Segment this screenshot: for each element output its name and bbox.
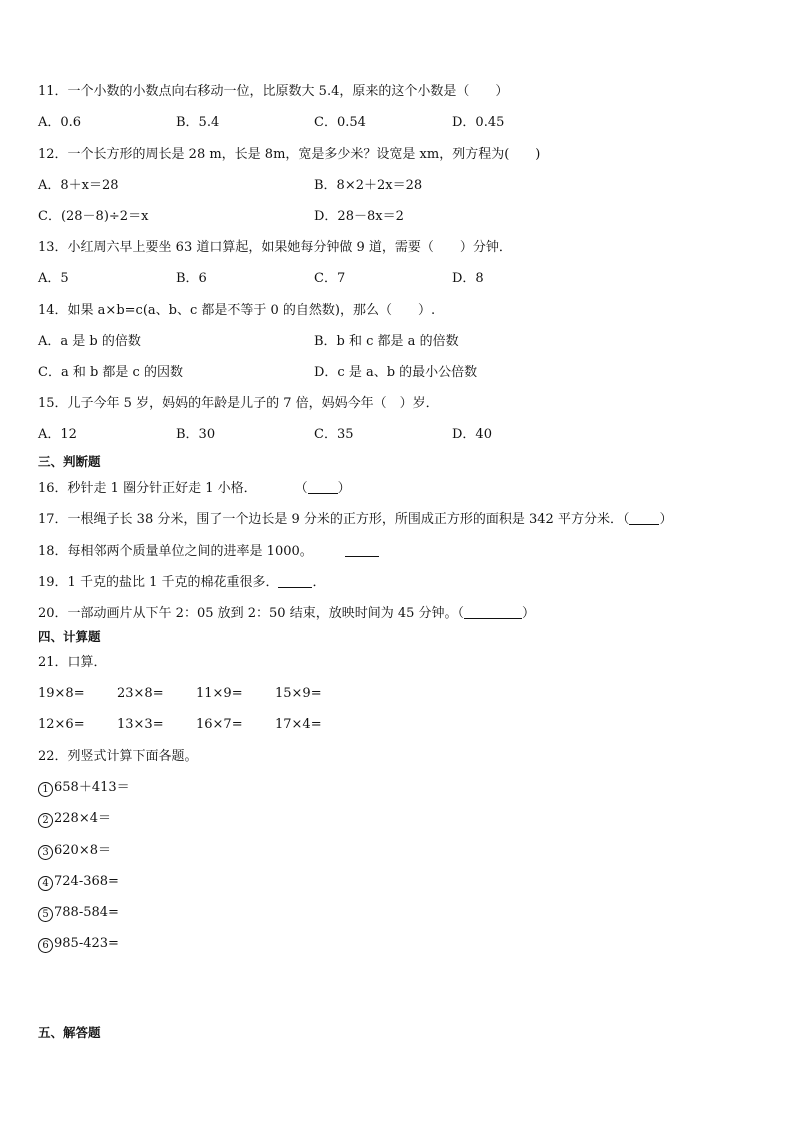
question-21-title: 21．口算． [38,655,107,670]
q15-option-d: D．40 [452,427,492,442]
q16-text: 16．秒针走 1 圈分针正好走 1 小格． [38,481,257,496]
question-18 [38,543,379,560]
q15-option-c: C．35 [314,427,354,442]
question-17 [38,511,673,528]
q22-item-1-expr: 658＋413＝ [54,780,130,795]
circled-number-6: 6 [38,938,53,953]
q13-option-d: D．8 [452,271,484,286]
q22-item-6 [38,936,119,953]
q22-item-3 [38,843,111,860]
q22-item-5-expr: 788-584= [54,905,119,920]
q22-item-2-expr: 228×4＝ [54,811,111,826]
q21-row2-item-2: 13×3= [117,717,164,732]
question-15-stem: 15．儿子今年 5 岁，妈妈的年龄是儿子的 7 倍，妈妈今年（ ）岁． [38,396,439,411]
circled-number-1: 1 [38,782,53,797]
q13-option-c: C．7 [314,271,346,286]
q16-close-paren: ） [337,481,351,496]
q12-option-a: A．8＋x＝28 [38,178,119,193]
q20-answer-blank[interactable] [464,605,522,619]
q14-option-a: A．a 是 b 的倍数 [38,334,141,349]
circled-number-5: 5 [38,907,53,922]
q16-open-paren: （ [294,481,308,496]
q18-text: 18．每相邻两个质量单位之间的进率是 1000。 [38,544,313,559]
q14-option-b: B．b 和 c 都是 a 的倍数 [314,334,459,349]
q14-option-c: C．a 和 b 都是 c 的因数 [38,365,183,380]
circled-number-3: 3 [38,845,53,860]
q17-open-paren: （ [622,512,630,527]
q13-option-a: A．5 [38,271,69,286]
question-14-stem: 14．如果 a×b=c(a、b、c 都是不等于 0 的自然数)，那么（ ）. [38,303,436,318]
question-13-stem: 13．小红周六早上要坐 63 道口算起，如果她每分钟做 9 道，需要（ ）分钟． [38,240,512,255]
q15-option-a: A．12 [38,427,77,442]
q11-option-b: B．5.4 [176,115,220,130]
q19-text: 19．1 千克的盐比 1 千克的棉花重很多． [38,575,279,590]
question-19 [38,574,326,591]
section-3-heading: 三、判断题 [38,454,101,469]
q22-item-6-expr: 985-423= [54,936,119,951]
q17-text: 17．一根绳子长 38 分米，围了一个边长是 9 分米的正方形，所围成正方形的面积是 342 平方分米． [38,512,623,527]
question-22-title: 22．列竖式计算下面各题。 [38,749,198,764]
q11-option-c: C．0.54 [314,115,366,130]
q22-item-4 [38,874,119,891]
q21-row1-item-4: 15×9= [275,686,322,701]
question-16 [38,480,351,497]
q22-item-1 [38,780,130,797]
q17-answer-blank[interactable] [629,511,659,525]
q21-row2-item-1: 12×6= [38,717,85,732]
q13-option-b: B．6 [176,271,207,286]
q16-answer-blank[interactable] [308,480,338,494]
q22-item-2 [38,811,111,828]
q19-answer-blank[interactable] [278,574,312,588]
section-4-heading: 四、计算题 [38,629,101,644]
q22-item-4-expr: 724-368= [54,874,119,889]
question-12-stem: 12．一个长方形的周长是 28 m，长是 8m，宽是多少米？设宽是 xm，列方程为( ) [38,147,541,162]
q19-end-mark: ． [312,575,326,590]
q17-close-paren: ） [659,512,673,527]
q11-option-d: D．0.45 [452,115,505,130]
section-5-heading: 五、解答题 [38,1025,101,1040]
q21-row1-item-1: 19×8= [38,686,85,701]
q18-answer-blank[interactable] [345,543,379,557]
q12-option-b: B．8×2＋2x＝28 [314,178,423,193]
q12-option-d: D．28－8x＝2 [314,209,404,224]
q21-row1-item-3: 11×9= [196,686,243,701]
q20-text: 20．一部动画片从下午 2：05 放到 2：50 结束，放映时间为 45 分钟。 [38,606,458,621]
circled-number-4: 4 [38,876,53,891]
q20-close-paren: ） [522,606,536,621]
q12-option-c: C．(28－8)÷2＝x [38,209,149,224]
q22-item-5 [38,905,119,922]
q14-option-d: D．c 是 a、b 的最小公倍数 [314,365,478,380]
q21-row1-item-2: 23×8= [117,686,164,701]
q21-row2-item-4: 17×4= [275,717,322,732]
question-20 [38,605,535,622]
circled-number-2: 2 [38,813,53,828]
question-11-stem: 11．一个小数的小数点向右移动一位，比原数大 5.4，原来的这个小数是（ ） [38,84,509,99]
q20-open-paren: （ [457,606,465,621]
q21-row2-item-3: 16×7= [196,717,243,732]
q22-item-3-expr: 620×8＝ [54,843,111,858]
q15-option-b: B．30 [176,427,216,442]
q11-option-a: A．0.6 [38,115,82,130]
